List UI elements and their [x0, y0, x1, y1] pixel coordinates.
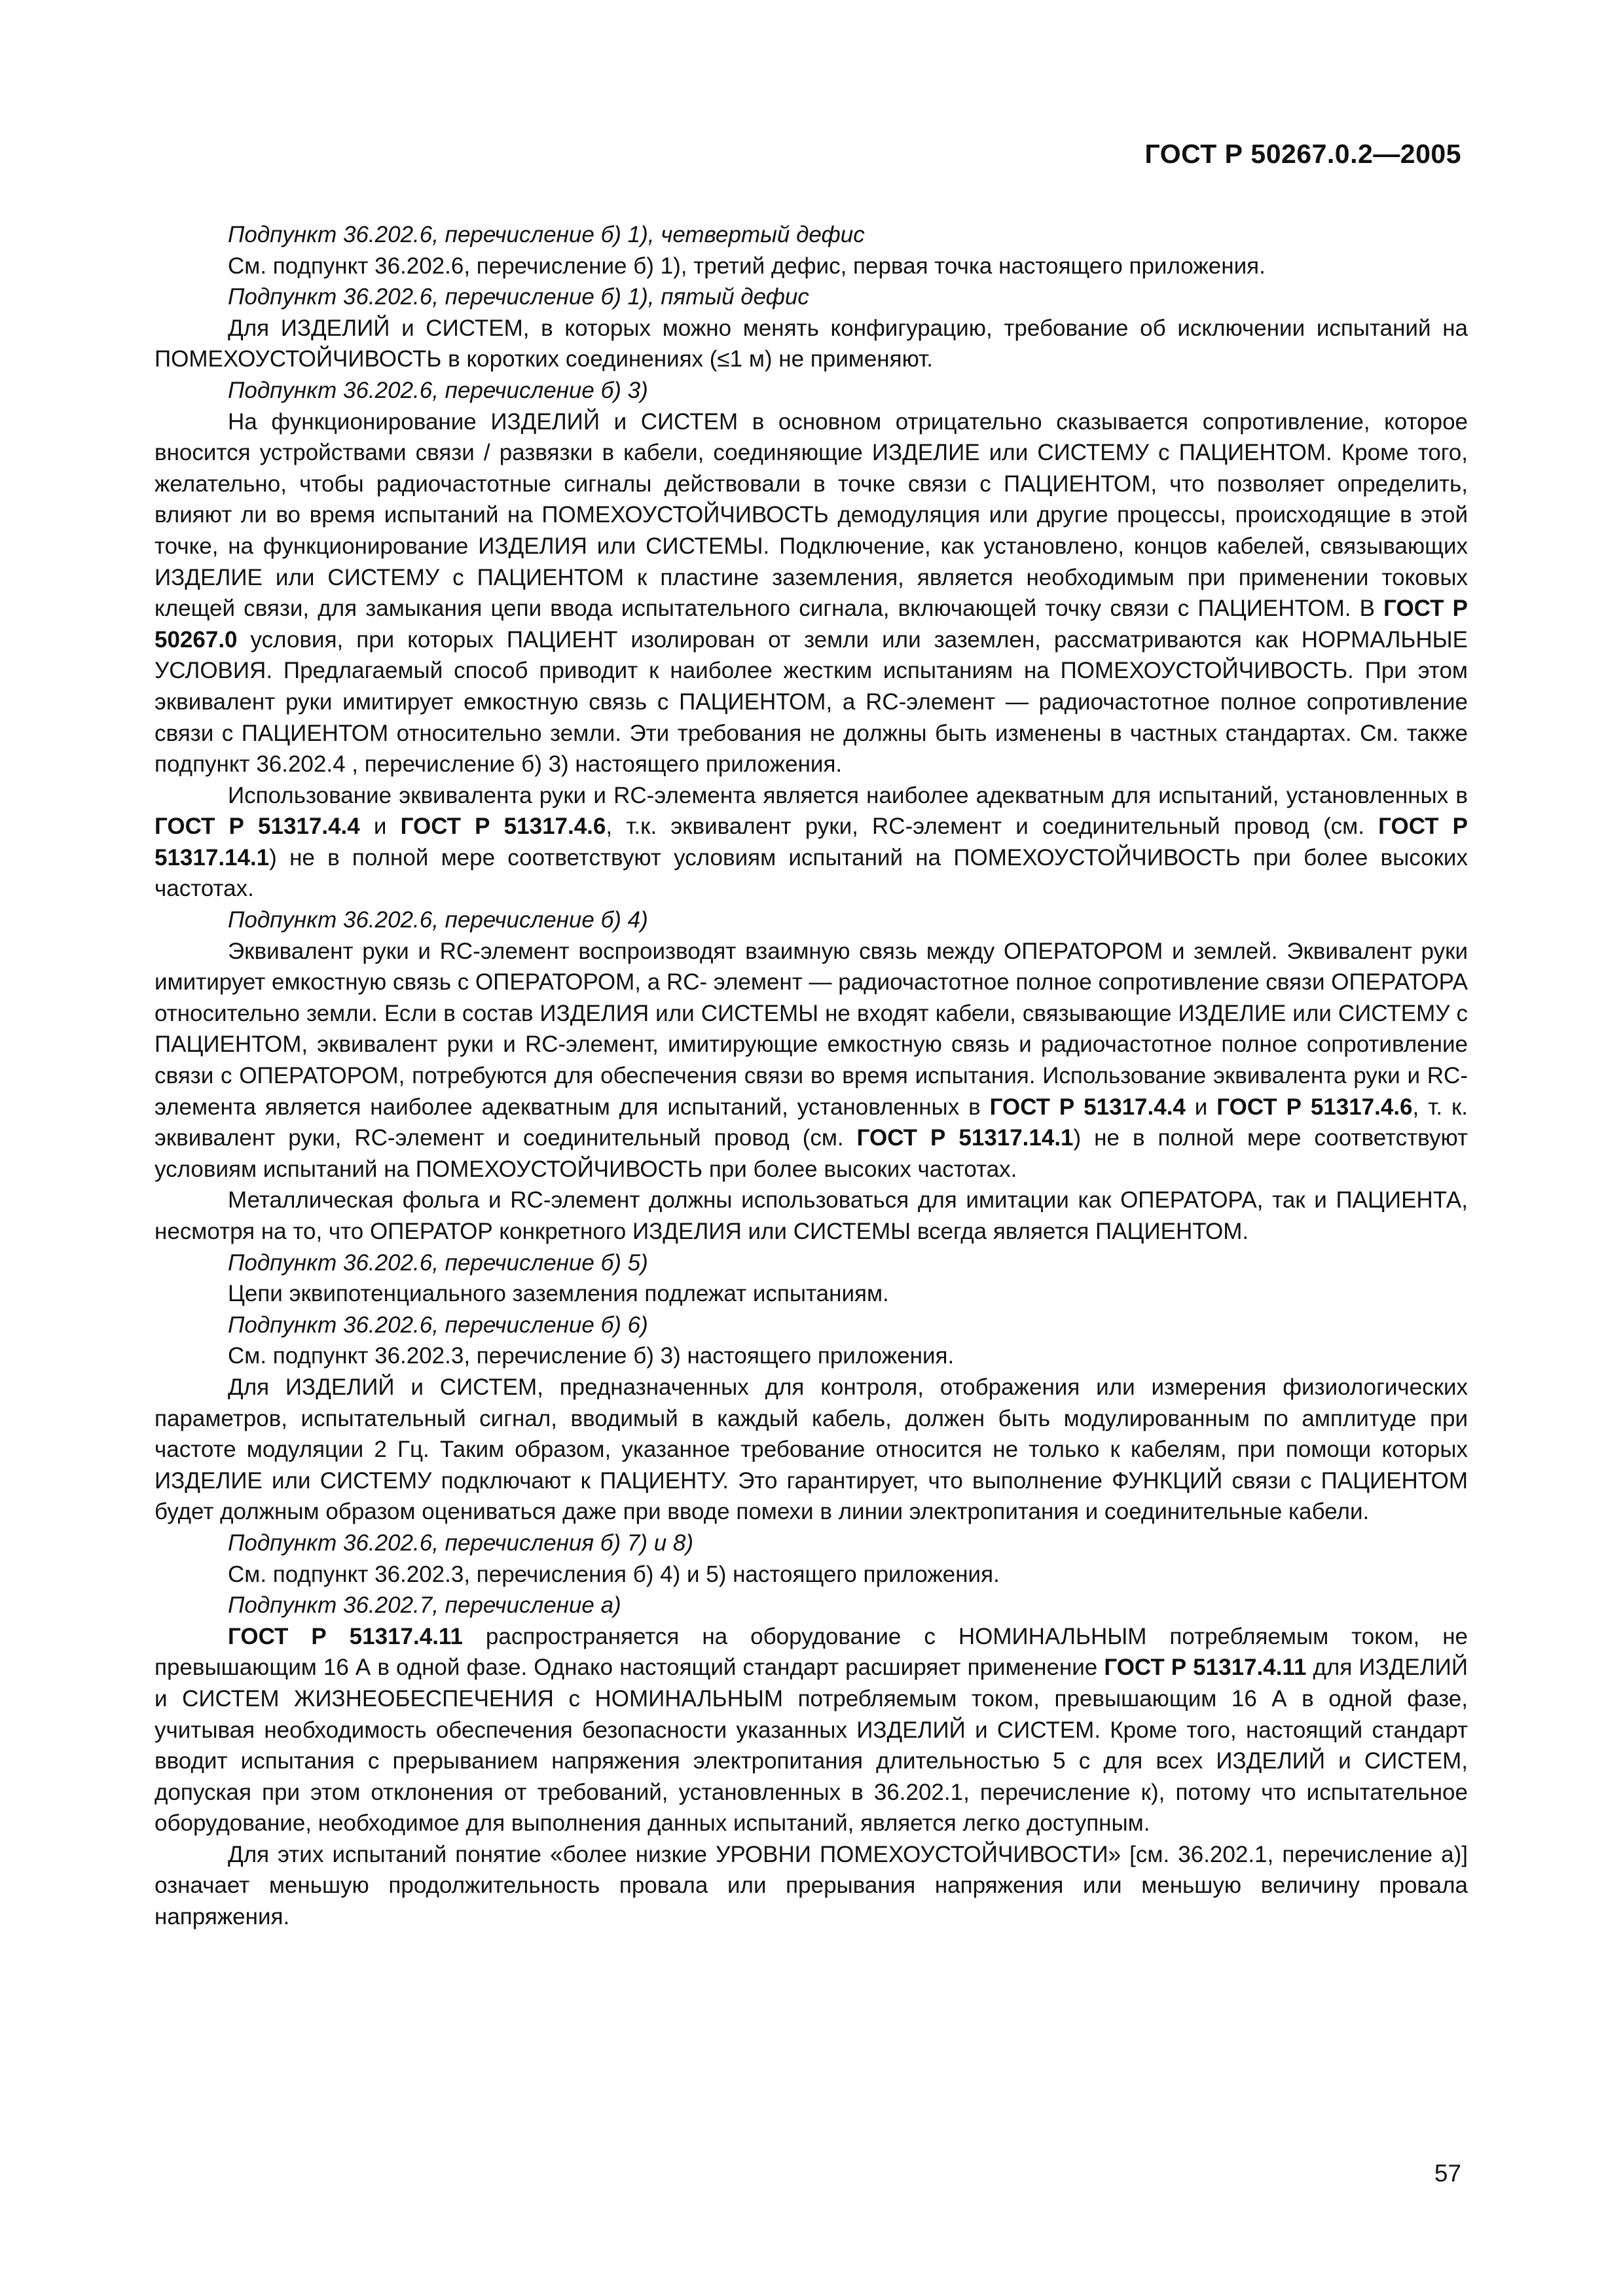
- text-run: ) не в полной мере соответствуют условиям испытаний на ПОМЕХОУСТОЙЧИВОСТЬ при более высоких частотах.: [155, 1125, 1468, 1182]
- text-run: Подпункт 36.202.6, перечисление б) 3): [228, 377, 648, 403]
- text-run: Подпункт 36.202.6, перечисление б) 5): [228, 1249, 648, 1276]
- body-paragraph: [155, 1839, 1468, 1933]
- text-run: , т.к. эквивалент руки, RC-элемент и соединительный провод (см.: [606, 814, 1379, 840]
- body-paragraph: [155, 1621, 1468, 1839]
- body-text: [155, 219, 1468, 1933]
- standard-reference: ГОСТ Р 51317.14.1: [155, 814, 1468, 870]
- standard-reference: ГОСТ Р 51317.4.11: [228, 1623, 463, 1649]
- body-paragraph: [155, 406, 1468, 780]
- text-run: и: [1185, 1094, 1217, 1120]
- text-run: Подпункт 36.202.6, перечисление б) 6): [228, 1312, 648, 1338]
- standard-header: ГОСТ Р 50267.0.2—2005: [1144, 139, 1461, 169]
- text-run: Для этих испытаний понятие «более низкие УРОВНИ ПОМЕХОУСТОЙЧИВОСТИ» [см. 36.202.1, перечисление а)] означает меньшую продолжительность провала или прерывания напряжения или меньшую величину провала напряжения.: [155, 1841, 1468, 1930]
- text-run: Для ИЗДЕЛИЙ и СИСТЕМ, предназначенных для контроля, отображения или измерения физиологических параметров, испытательный сигнал, вводимый в каждый кабель, должен быть модулированным по амплитуде при частоте модуляции 2 Гц. Таким образом, указанное требование относится не только к кабелям, при помощи которых ИЗДЕЛИЕ или СИСТЕМУ подключают к ПАЦИЕНТУ. Это гарантирует, что выполнение ФУНКЦИЙ связи с ПАЦИЕНТОМ будет должным образом оцениваться даже при вводе помехи в линии электропитания и соединительные кабели.: [155, 1374, 1468, 1525]
- text-run: Подпункт 36.202.6, перечисление б) 1), четвертый дефис: [228, 222, 865, 247]
- subclause-heading: [155, 1247, 1468, 1279]
- text-run: На функционирование ИЗДЕЛИЙ и СИСТЕМ в основном отрицательно сказывается сопротивление, которое вносится устройствами связи / развязки в кабели, соединяющие ИЗДЕЛИЕ или СИСТЕМУ с ПАЦИЕНТОМ. Кроме того, желательно, чтобы радиочастотные сигналы действовали в точке связи с ПАЦИЕНТОМ, что позволяет определить, влияют ли во время испытаний на ПОМЕХОУСТОЙЧИВОСТЬ демодуляция или другие процессы, происходящие в этой точке, на функционирование ИЗДЕЛИЯ или СИСТЕМЫ. Подключение, как установлено, концов кабелей, связывающих ИЗДЕЛИЕ или СИСТЕМУ с ПАЦИЕНТОМ к пластине заземления, является необходимым при применении токовых клещей связи, для замыкания цепи ввода испытательного сигнала, включающей точку связи с ПАЦИЕНТОМ. В: [155, 408, 1468, 622]
- text-run: распространяется на оборудование с НОМИНАЛЬНЫМ потребляемым током, не превышающим 16 А в одной фазе. Однако настоящий стандарт расширяет применение: [155, 1623, 1468, 1681]
- subclause-heading: [155, 1590, 1468, 1621]
- text-run: и: [359, 814, 401, 840]
- standard-reference: ГОСТ Р 51317.4.6: [1216, 1094, 1413, 1120]
- text-run: Подпункт 36.202.7, перечисление а): [228, 1592, 621, 1619]
- subclause-heading: [155, 219, 1468, 251]
- text-run: Цепи эквипотенциального заземления подлежат испытаниям.: [228, 1281, 889, 1307]
- standard-reference: ГОСТ Р 50267.0: [155, 596, 1468, 653]
- subclause-heading: [155, 1528, 1468, 1559]
- standard-reference: ГОСТ Р 51317.4.4: [155, 814, 360, 840]
- standard-reference: ГОСТ Р 51317.4.11: [1104, 1655, 1307, 1681]
- text-run: Для ИЗДЕЛИЙ и СИСТЕМ, в которых можно менять конфигурацию, требование об исключении испытаний на ПОМЕХОУСТОЙЧИВОСТЬ в коротких соединениях (≤1 м) не применяют.: [155, 315, 1468, 372]
- page-number: 57: [1434, 2160, 1461, 2187]
- subclause-heading: [155, 375, 1468, 406]
- text-run: условия, при которых ПАЦИЕНТ изолирован от земли или заземлен, рассматриваются как НОРМАЛЬНЫЕ УСЛОВИЯ. Предлагаемый способ приводит к наиболее жестким испытаниям на ПОМЕХОУСТОЙЧИВОСТЬ. При этом эквивалент руки имитирует емкостную связь с ПАЦИЕНТОМ, а RC-элемент — радиочастотное полное сопротивление связи с ПАЦИЕНТОМ относительно земли. Эти требования не должны быть изменены в частных стандартах. См. также подпункт 36.202.4 , перечисление б) 3) настоящего приложения.: [155, 626, 1468, 778]
- text-run: для ИЗДЕЛИЙ и СИСТЕМ ЖИЗНЕОБЕСПЕЧЕНИЯ с НОМИНАЛЬНЫМ потребляемым током, превышающим 16 А в одной фазе, учитывая необходимость обеспечения безопасности указанных ИЗДЕЛИЙ и СИСТЕМ. Кроме того, настоящий стандарт вводит испытания с прерыванием напряжения электропитания длительностью 5 с для всех ИЗДЕЛИЙ и СИСТЕМ, допуская при этом отклонения от требований, установленных в 36.202.1, перечисление к), потому что испытательное оборудование, необходимое для выполнения данных испытаний, является легко доступным.: [155, 1655, 1468, 1837]
- subclause-heading: [155, 1310, 1468, 1341]
- text-run: Подпункт 36.202.6, перечисление б) 1), пятый дефис: [228, 284, 809, 310]
- standard-reference: ГОСТ Р 51317.4.6: [400, 814, 606, 840]
- standard-reference: ГОСТ Р 51317.14.1: [856, 1125, 1074, 1151]
- text-run: Использование эквивалента руки и RC-элемента является наиболее адекватным для испытаний, установленных в: [228, 782, 1468, 808]
- text-run: См. подпункт 36.202.6, перечисление б) 1), третий дефис, первая точка настоящего приложения.: [228, 253, 1266, 279]
- body-paragraph: [155, 313, 1468, 375]
- subclause-heading: [155, 281, 1468, 313]
- text-run: ) не в полной мере соответствуют условиям испытаний на ПОМЕХОУСТОЙЧИВОСТЬ при более высоких частотах.: [155, 844, 1468, 902]
- text-run: См. подпункт 36.202.3, перечисления б) 4) и 5) настоящего приложения.: [228, 1561, 1000, 1587]
- body-paragraph: [155, 1340, 1468, 1372]
- text-run: Подпункт 36.202.6, перечисление б) 4): [228, 907, 648, 933]
- text-run: , т. к. эквивалент руки, RC-элемент и соединительный провод (см.: [155, 1094, 1468, 1151]
- text-run: Металлическая фольга и RC-элемент должны использоваться для имитации как ОПЕРАТОРА, так и ПАЦИЕНТА, несмотря на то, что ОПЕРАТОР конкретного ИЗДЕЛИЯ или СИСТЕМЫ всегда является ПАЦИЕНТОМ.: [155, 1187, 1468, 1244]
- text-run: Подпункт 36.202.6, перечисления б) 7) и 8): [228, 1530, 694, 1556]
- body-paragraph: [155, 251, 1468, 282]
- text-run: Эквивалент руки и RC-элемент воспроизводят взаимную связь между ОПЕРАТОРОМ и землей. Эквивалент руки имитирует емкостную связь с ОПЕРАТОРОМ, а RC- элемент — радиочастотное полное сопротивление связи ОПЕРАТОРА относительно земли. Если в состав ИЗДЕЛИЯ или СИСТЕМЫ не входят кабели, связывающие ИЗДЕЛИЕ или СИСТЕМУ с ПАЦИЕНТОМ, эквивалент руки и RC-элемент, имитирующие емкостную связь и радиочастотное полное сопротивление связи с ОПЕРАТОРОМ, потребуются для обеспечения связи во время испытания. Использование эквивалента руки и RC-элемента является наиболее адекватным для испытаний, установленных в: [155, 938, 1468, 1120]
- text-run: См. подпункт 36.202.3, перечисление б) 3) настоящего приложения.: [228, 1343, 955, 1369]
- body-paragraph: [155, 936, 1468, 1185]
- body-paragraph: [155, 1278, 1468, 1310]
- body-paragraph: [155, 1372, 1468, 1528]
- body-paragraph: [155, 780, 1468, 905]
- body-paragraph: [155, 1559, 1468, 1590]
- body-paragraph: [155, 1185, 1468, 1247]
- standard-reference: ГОСТ Р 51317.4.4: [989, 1094, 1186, 1120]
- subclause-heading: [155, 905, 1468, 936]
